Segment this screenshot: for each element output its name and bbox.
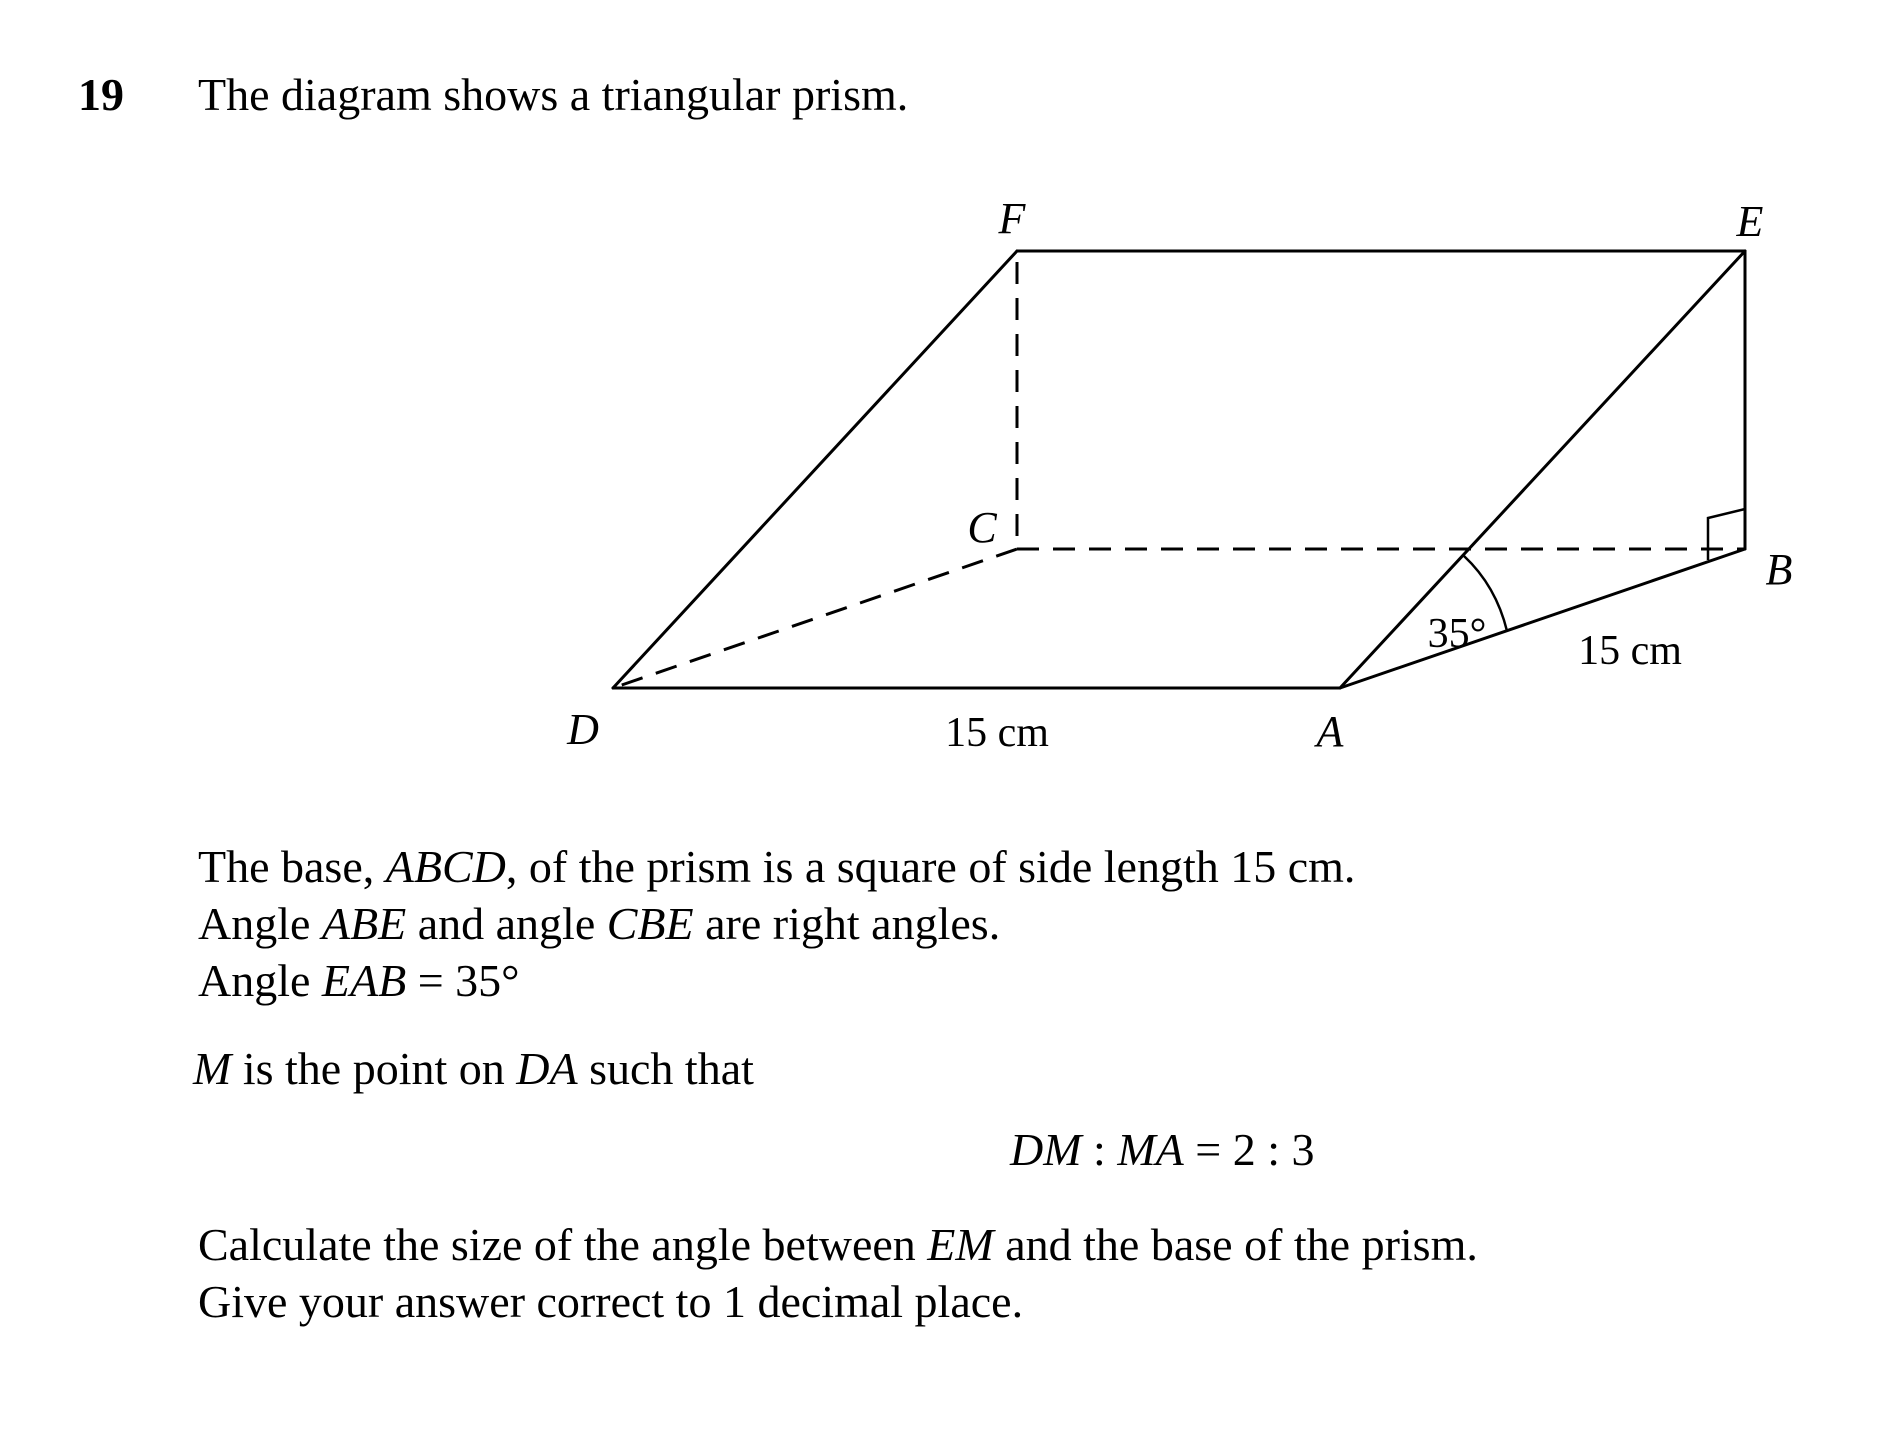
- vertex-label-e: E: [1736, 197, 1764, 246]
- vertex-label-d: D: [567, 705, 599, 754]
- angle-eab-statement: Angle EAB = 35°: [198, 955, 520, 1006]
- right-angles-statement: Angle ABE and angle CBE are right angles.: [198, 898, 1001, 949]
- edge-ea: [1340, 251, 1745, 688]
- vertex-label-b: B: [1765, 545, 1793, 594]
- task-instructions: [198, 1216, 1478, 1330]
- vertex-label-c: C: [967, 503, 997, 552]
- length-label-ab: 15 cm: [1578, 628, 1682, 674]
- angle-label-eab: 35°: [1427, 611, 1487, 657]
- point-m-statement: M is the point on DA such that: [193, 1043, 754, 1094]
- vertex-label-a: A: [1316, 707, 1344, 756]
- question-intro: The diagram shows a triangular prism.: [198, 69, 909, 120]
- vertex-label-f: F: [998, 194, 1026, 243]
- edge-ab: [1340, 549, 1745, 688]
- edge-df: [613, 251, 1017, 688]
- given-statements: [198, 838, 1355, 1009]
- edge-cd-hidden: [613, 549, 1017, 688]
- question-number: 19: [78, 69, 124, 120]
- ratio-statement: DM : MA = 2 : 3: [1010, 1124, 1315, 1175]
- task-line-2: Give your answer correct to 1 decimal place.: [198, 1276, 1024, 1327]
- base-statement: The base, ABCD, of the prism is a square of side length 15 cm.: [198, 841, 1356, 892]
- task-line-1: Calculate the size of the angle between EM and the base of the prism.: [198, 1219, 1478, 1270]
- length-label-da: 15 cm: [945, 710, 1049, 756]
